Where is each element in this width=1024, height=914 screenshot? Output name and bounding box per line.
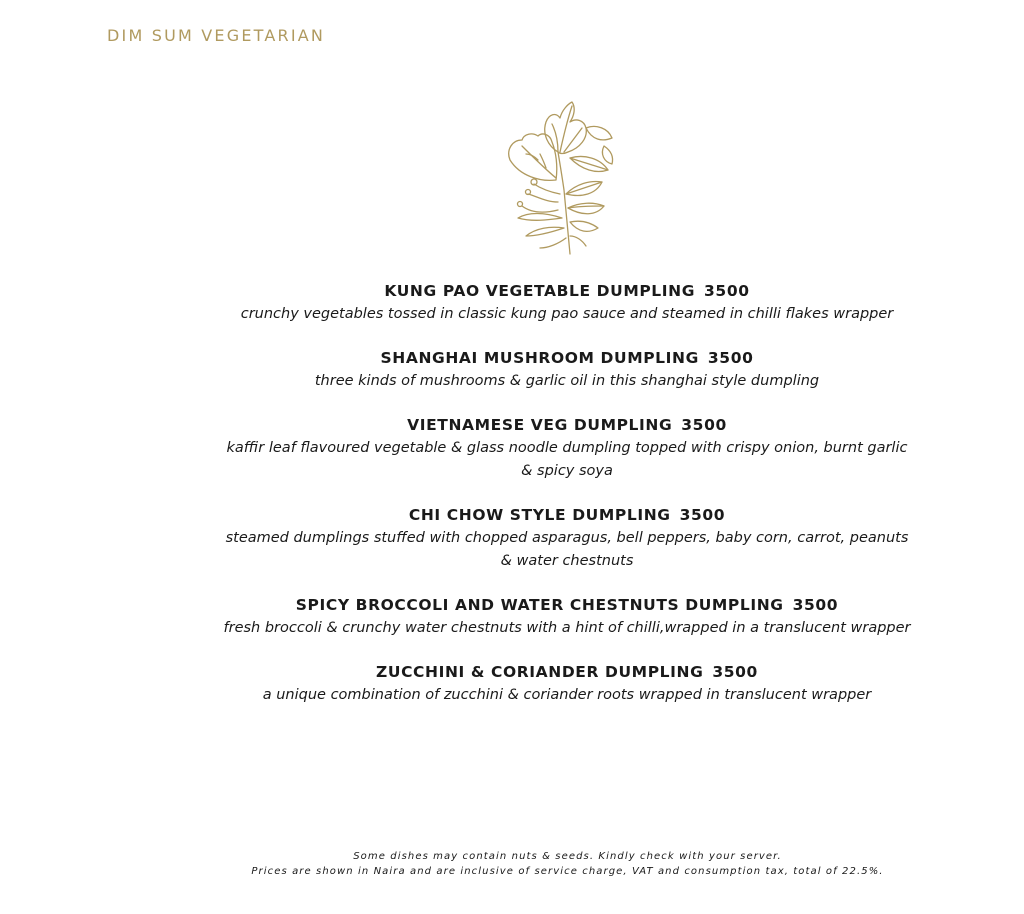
item-price: 3500 <box>707 349 754 367</box>
floral-illustration <box>492 98 632 258</box>
allergen-note: Some dishes may contain nuts & seeds. Kindly check with your server. <box>353 851 782 862</box>
menu-item <box>210 413 924 483</box>
item-description: crunchy vegetables tossed in classic kung pao sauce and steamed in chilli flakes wrapper <box>240 306 894 322</box>
menu-item <box>210 279 924 326</box>
item-name: KUNG PAO VEGETABLE DUMPLING <box>384 282 696 300</box>
item-description: a unique combination of zucchini & coriander roots wrapped in translucent wrapper <box>262 687 872 703</box>
item-price: 3500 <box>679 506 726 524</box>
item-heading <box>210 346 924 370</box>
menu-list <box>210 279 924 707</box>
item-name: VIETNAMESE VEG DUMPLING <box>407 416 673 434</box>
item-name: ZUCCHINI & CORIANDER DUMPLING <box>376 663 704 681</box>
item-heading <box>210 413 924 437</box>
section-title: DIM SUM VEGETARIAN <box>107 26 326 45</box>
item-price: 3500 <box>681 416 727 434</box>
menu-item <box>210 593 924 640</box>
item-description: three kinds of mushrooms & garlic oil in this shanghai style dumpling <box>314 373 820 389</box>
item-heading <box>210 279 924 303</box>
item-name: CHI CHOW STYLE DUMPLING <box>408 506 671 524</box>
menu-item <box>210 660 924 707</box>
footer-notes <box>170 849 965 879</box>
item-description: kaffir leaf flavoured vegetable & glass noodle dumpling topped with crispy onion, burnt garlic & spicy soya <box>226 440 908 479</box>
item-description: steamed dumplings stuffed with chopped asparagus, bell peppers, baby corn, carrot, peanuts & water chestnuts <box>225 530 909 569</box>
item-heading <box>210 503 924 527</box>
menu-item <box>210 346 924 393</box>
item-heading <box>210 660 924 684</box>
pricing-note: Prices are shown in Naira and are inclusive of service charge, VAT and consumption tax, total of 22.5%. <box>251 866 884 877</box>
item-price: 3500 <box>704 282 750 300</box>
item-name: SPICY BROCCOLI AND WATER CHESTNUTS DUMPLING <box>295 596 784 614</box>
item-name: SHANGHAI MUSHROOM DUMPLING <box>380 349 699 367</box>
item-price: 3500 <box>712 663 758 681</box>
item-description: fresh broccoli & crunchy water chestnuts with a hint of chilli,wrapped in a translucent wrapper <box>223 620 911 636</box>
item-heading <box>210 593 924 617</box>
item-price: 3500 <box>792 596 839 614</box>
menu-item <box>210 503 924 573</box>
